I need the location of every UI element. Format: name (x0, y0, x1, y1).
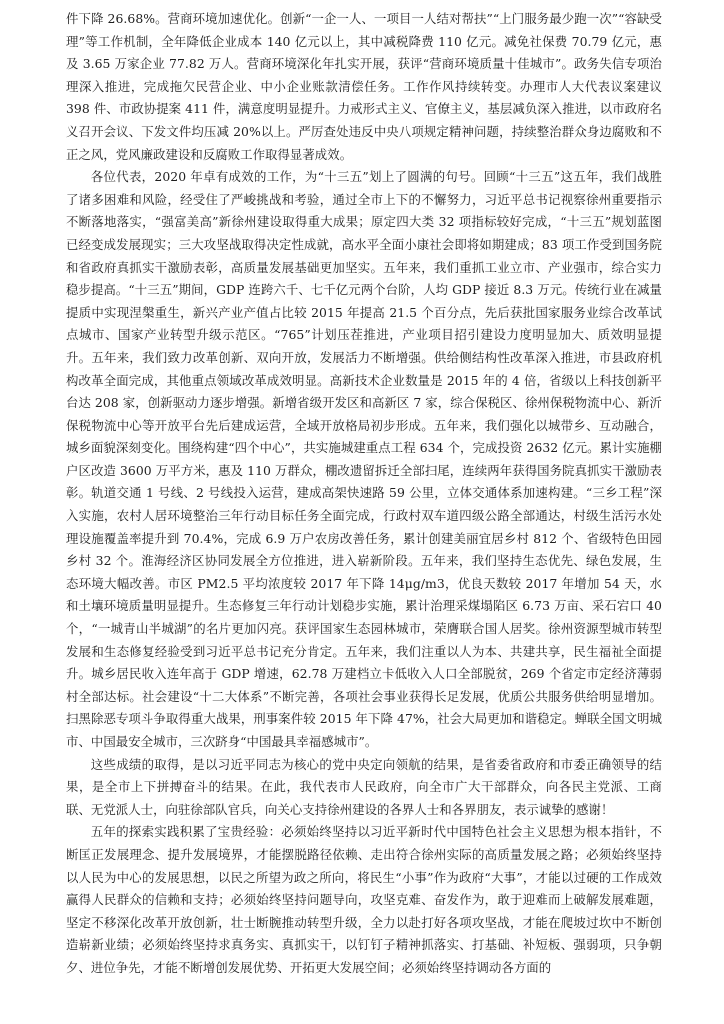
document-body (66, 8, 662, 980)
paragraph-continued: 件下降 26.68%。营商环境加速优化。创新“一企一人、一项目一人结对帮扶”“上门服务最少跑一次”“容缺受理”等工作机制，全年降低企业成本 140 亿元以上，其中减税降费 110 亿元。减免社保费 70.79 亿元，惠及 3.65 万家企业 77.82 万人。营商环境深化年扎实开展，获评“营商环境质量十佳城市”。政务失信专项治理深入推进，完成拖欠民营企业、中小企业账款清偿任务。工作作风持续转变。办理市人大代表议案建议 398 件、市政协提案 411 件，满意度明显提升。力戒形式主义、官僚主义，基层减负深入推进，以市政府名义召开会议、下发文件均压减 20%以上。严厉查处违反中央八项规定精神问题，持续整治群众身边腐败和不正之风，党风廉政建设和反腐败工作取得显著成效。 (66, 11, 662, 162)
paragraph-acknowledgements: 这些成绩的取得，是以习近平同志为核心的党中央定向领航的结果，是省委省政府和市委正确领导的结果，是全市上下拼搏奋斗的结果。在此，我代表市人民政府，向全市广大干部群众，向各民主党派、工商联、无党派人士，向驻徐部队官兵，向关心支持徐州建设的各界人士和各界朋友，表示诚挚的感谢！ (66, 756, 662, 817)
paragraph-thirteenth-five-year-review: 各位代表，2020 年卓有成效的工作，为“十三五”划上了圆满的句号。回顾“十三五”这五年，我们战胜了诸多困难和风险，经受住了严峻挑战和考验，通过全市上下的不懈努力，习近平总书记视察徐州重要指示不断落地落实，“强富美高”新徐州建设取得重大成果；原定四大类 32 项指标较好完成，“十三五”规划蓝图已经变成发展现实；三大攻坚战取得决定性成就，高水平全面小康社会即将如期建成；83 项工作受到国务院和省政府真抓实干激励表彰，高质量发展基础更加坚实。五年来，我们重抓工业立市、产业强市，综合实力稳步提高。“十三五”期间，GDP 连跨六千、七千亿元两个台阶，人均 GDP 接近 8.3 万元。传统行业在减量提质中实现涅槃重生，新兴产业产值占比较 2015 年提高 21.5 个百分点，先后获批国家服务业综合改革试点城市、国家产业转型升级示范区。“765”计划压茬推进，产业项目招引建设力度明显加大、质效明显提升。五年来，我们致力改革创新、双向开放，发展活力不断增强。供给侧结构性改革深入推进，市县政府机构改革全面完成，其他重点领域改革成效明显。高新技术企业数量是 2015 年的 4 倍，省级以上科技创新平台达 208 家，创新驱动力逐步增强。新增省级开发区和高新区 7 家，综合保税区、徐州保税物流中心、新沂保税物流中心等开放平台先后建成运营，全域开放格局初步形成。五年来，我们强化以城带乡、互动融合，城乡面貌深刻变化。围绕构建“四个中心”，共实施城建重点工程 634 个，完成投资 2632 亿元。累计实施棚户区改造 3600 万平方米，惠及 110 万群众，棚改遗留拆迁全部扫尾，连续两年获得国务院真抓实干激励表彰。轨道交通 1 号线、2 号线投入运营，建成高架快速路 59 公里，立体交通体系加速构建。“三乡工程”深入实施，农村人居环境整治三年行动目标任务全面完成，行政村双车道四级公路全部通达，村级生活污水处理设施覆盖率提升到 70.4%，完成 6.9 万户农房改善任务，累计创建美丽宜居乡村 812 个、省级特色田园乡村 32 个。淮海经济区协同发展全方位推进，进入崭新阶段。五年来，我们坚持生态优先、绿色发展，生态环境大幅改善。市区 PM2.5 平均浓度较 2017 年下降 14μg/m3，优良天数较 2017 年增加 54 天，水和土壤环境质量明显提升。生态修复三年行动计划稳步实施，累计治理采煤塌陷区 6.73 万亩、采石宕口 40 个，“一城青山半城湖”的名片更加闪亮。获评国家生态园林城市，荣膺联合国人居奖。徐州资源型城市转型发展和生态修复经验受到习近平总书记充分肯定。五年来，我们注重以人为本、共建共享，民生福祉全面提升。城乡居民收入连年高于 GDP 增速，62.78 万建档立卡低收入人口全部脱贫，269 个省定市定经济薄弱村全部达标。社会建设“十二大体系”不断完善，各项社会事业获得长足发展，优质公共服务供给明显增加。扫黑除恶专项斗争取得重大战果，刑事案件较 2015 年下降 47%，社会大局更加和谐稳定。蝉联全国文明城市、中国最安全城市，三次跻身“中国最具幸福感城市”。 (66, 169, 662, 749)
paragraph-experience: 五年的探索实践积累了宝贵经验：必须始终坚持以习近平新时代中国特色社会主义思想为根本指针，不断匡正发展理念、提升发展境界，才能摆脱路径依赖、走出符合徐州实际的高质量发展之路；必须始终坚持以人民为中心的发展思想，以民之所望为政之所向，将民生“小事”作为政府“大事”，才能以过硬的工作成效赢得人民群众的信赖和支持；必须始终坚持问题导向，攻坚克难、奋发作为，敢于迎难而上破解发展难题，坚定不移深化改革开放创新，壮士断腕推动转型升级，全力以赴打好各项攻坚战，才能在爬坡过坎中不断创造崭新业绩；必须始终坚持求真务实、真抓实干，以钉钉子精神抓落实、打基础、补短板、强弱项，只争朝夕、进位争先，才能不断增创发展优势、开拓更大发展空间；必须始终坚持调动各方面的 (66, 824, 662, 975)
